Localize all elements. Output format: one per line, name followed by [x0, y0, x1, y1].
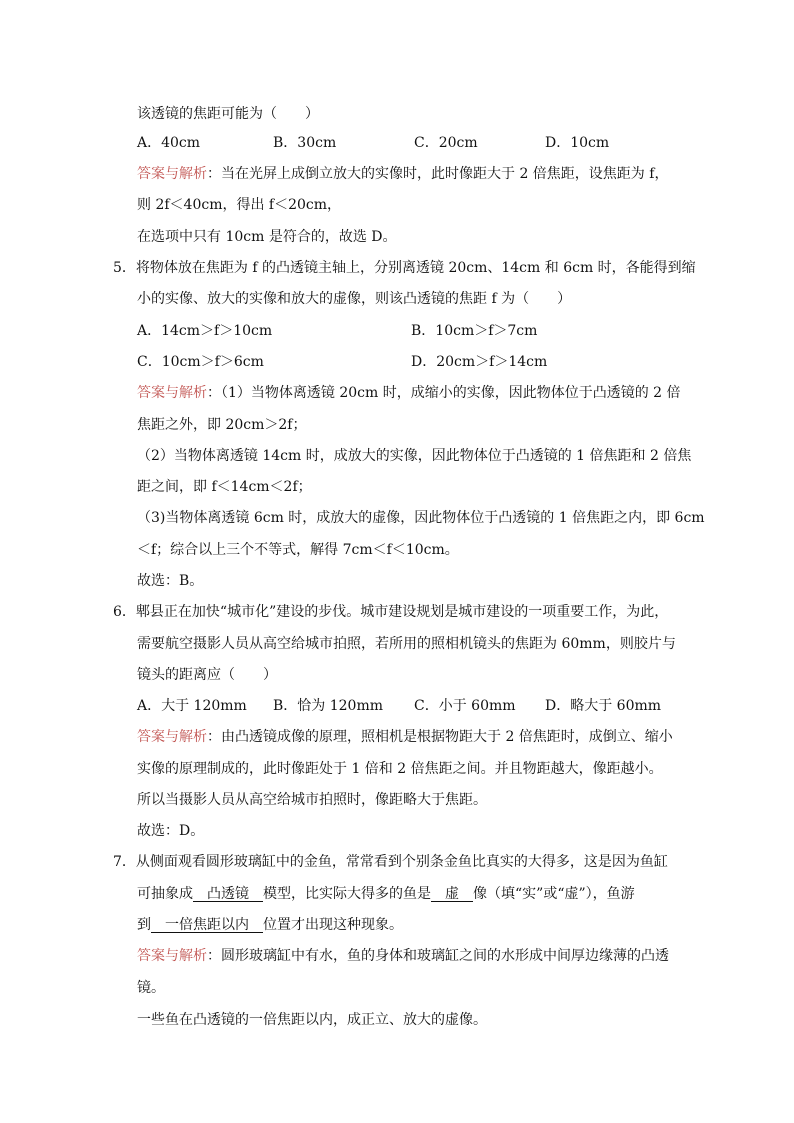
- q6-answer-line-3: 所以当摄影人员从高空给城市拍照时，像距略大于焦距。: [137, 792, 487, 808]
- q7-blank-3: 一倍焦距以内: [151, 917, 263, 933]
- q7-stem-line-3: 到 一倍焦距以内 位置才出现这种现象。: [137, 917, 403, 933]
- q5-stem-line-2: 小的实像、放大的实像和放大的虚像，则该凸透镜的焦距 f 为（ ）: [137, 291, 572, 307]
- q5-answer-line-1: 答案与解析：（1）当物体离透镜 20cm 时，成缩小的实像，因此物体位于凸透镜的 2 倍: [137, 385, 681, 401]
- q7-answer-line-2: 镜。: [137, 980, 165, 996]
- q6-stem-line-3: 镜头的距离应（ ）: [137, 667, 277, 683]
- q4-option-d: D．10cm: [545, 135, 610, 151]
- q4-answer-line-1: 答案与解析：当在光屏上成倒立放大的实像时，此时像距大于 2 倍焦距，设焦距为 f，: [137, 166, 669, 182]
- q5-answer-line-7: 故选：B。: [137, 573, 204, 589]
- q4-option-c: C．20cm: [414, 135, 478, 151]
- q6-option-c: C．小于 60mm: [414, 698, 516, 714]
- q5-answer-line-2: 焦距之外，即 20cm＞2f；: [137, 417, 307, 433]
- q4-option-b: B．30cm: [273, 135, 337, 151]
- q5-answer-label: 答案与解析: [137, 385, 207, 401]
- q5-answer-line-6: ＜f；综合以上三个不等式，解得 7cm＜f＜10cm。: [137, 542, 459, 558]
- q5-stem-line-1: 5．将物体放在焦距为 f 的凸透镜主轴上，分别离透镜 20cm、14cm 和 6cm 时，各能得到缩: [113, 260, 696, 276]
- q6-answer-line-2: 实像的原理制成的，此时像距处于 1 倍和 2 倍焦距之间。并且物距越大，像距越小。: [137, 761, 663, 777]
- q6-options: [137, 696, 697, 716]
- q5-options-row-1: [137, 321, 697, 341]
- q4-option-a: A．40cm: [137, 135, 201, 151]
- q6-answer-label: 答案与解析: [137, 729, 207, 745]
- q6-stem-line-1: 6．郫县正在加快“城市化”建设的步伐。城市建设规划是城市建设的一项重要工作，为此，: [113, 604, 669, 620]
- q5-answer-line-3: （2）当物体离透镜 14cm 时，成放大的实像，因此物体位于凸透镜的 1 倍焦距和 2 倍焦: [137, 448, 692, 464]
- q5-option-d: D．20cm＞f＞14cm: [411, 354, 548, 370]
- q5-answer-line-5: （3)当物体离透镜 6cm 时，成放大的虚像，因此物体位于凸透镜的 1 倍焦距之内，即 6cm: [137, 510, 705, 526]
- q4-answer-line-2: 则 2f＜40cm，得出 f＜20cm，: [137, 197, 342, 213]
- q7-blank-1: 凸透镜: [193, 886, 263, 902]
- q7-stem-line-1: 7．从侧面观看圆形玻璃缸中的金鱼，常常看到个别条金鱼比真实的大得多，这是因为鱼缸: [113, 854, 668, 870]
- q7-answer-line-1: 答案与解析：圆形玻璃缸中有水，鱼的身体和玻璃缸之间的水形成中间厚边缘薄的凸透: [137, 948, 669, 964]
- q5-option-b: B．10cm＞f＞7cm: [411, 323, 538, 339]
- q4-answer-label: 答案与解析: [137, 166, 207, 182]
- q4-stem: 该透镜的焦距可能为（ ）: [137, 106, 319, 122]
- q5-answer-line-4: 距之间，即 f＜14cm＜2f；: [137, 479, 312, 495]
- q4-answer-line-3: 在选项中只有 10cm 是符合的，故选 D。: [137, 229, 397, 245]
- q7-answer-line-3: 一些鱼在凸透镜的一倍焦距以内，成正立、放大的虚像。: [137, 1012, 487, 1028]
- q4-options: [137, 133, 697, 153]
- q7-blank-2: 虚: [431, 886, 473, 902]
- q6-option-d: D．略大于 60mm: [545, 698, 662, 714]
- q6-option-b: B．恰为 120mm: [273, 698, 384, 714]
- q6-answer-line-4: 故选：D。: [137, 823, 205, 839]
- q5-options-row-2: [137, 352, 697, 372]
- q5-option-a: A．14cm＞f＞10cm: [137, 323, 273, 339]
- q6-option-a: A．大于 120mm: [137, 698, 247, 714]
- q6-answer-line-1: 答案与解析：由凸透镜成像的原理，照相机是根据物距大于 2 倍焦距时，成倒立、缩小: [137, 729, 673, 745]
- q7-answer-label: 答案与解析: [137, 948, 207, 964]
- q6-stem-line-2: 需要航空摄影人员从高空给城市拍照，若所用的照相机镜头的焦距为 60mm，则胶片与: [137, 636, 676, 652]
- q7-stem-line-2: 可抽象成 凸透镜 模型，比实际大得多的鱼是 虚 像（填“实”或“虚”），鱼游: [137, 886, 635, 902]
- q5-option-c: C．10cm＞f＞6cm: [137, 354, 264, 370]
